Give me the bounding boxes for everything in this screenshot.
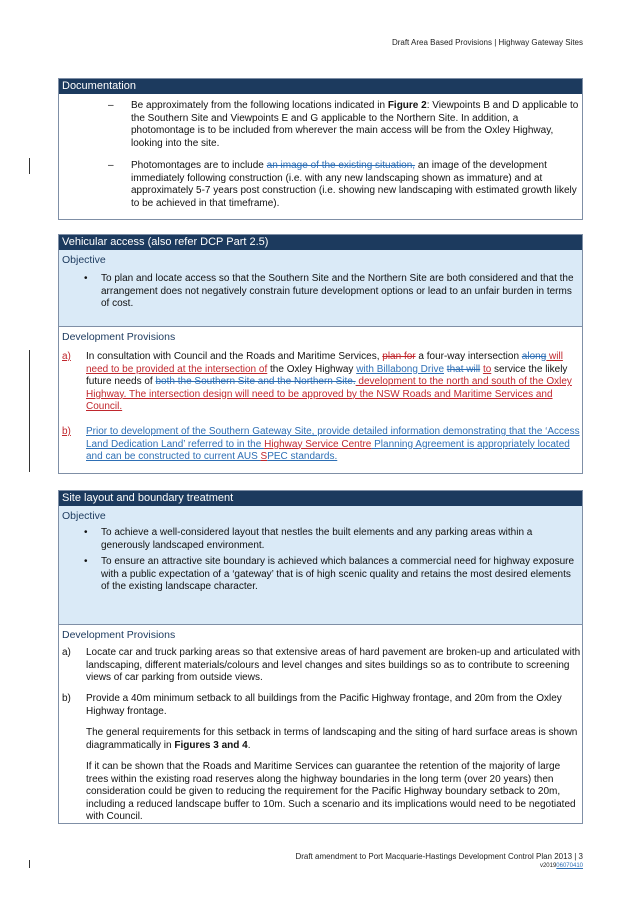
bullet-marker: • [84, 556, 88, 567]
vehicular-access-section [58, 234, 583, 474]
site-objective-boundary: To ensure an attractive site boundary is achieved which balances a commercial need for highway exposure with a public expectation of a ‘gateway’ that is of high scenic quality and retains the most desired elements of the existing landscape character. [101, 556, 575, 593]
provision-a-label: a) [62, 351, 71, 362]
provision-a-intersection: In consultation with Council and the Roads and Maritime Services, plan for a four-way intersection along will need to be provided at the intersection of the Oxley Highway with Billabong Drive that will to service the likely future needs of both the Southern Site and the Northern Site. development to the north and south of the Oxley Highway. The intersection design will need to be approved by the NSW Roads and Maritime Services and Council. [86, 351, 572, 413]
provision-a-label: a) [62, 647, 71, 658]
site-layout-title: Site layout and boundary treatment [59, 491, 582, 506]
bullet-marker: • [84, 527, 88, 538]
change-bar [29, 158, 30, 174]
documentation-item-photomontages: Photomontages are to include an image of the existing situation, an image of the development immediately following construction (i.e. with any new landscaping shown as immature) and at approximately 5-7 years post construction (i.e. showing new landscaping with estimated growth likely to be achieved in that timeframe). [131, 160, 577, 209]
objective-label: Objective [62, 254, 106, 266]
provision-a-parking: Locate car and truck parking areas so that extensive areas of hard pavement are broken-up and articulated with landscaping, different materials/colours and level changes and sites buildings so as to contribute to screening views of car parking from outside views. [86, 647, 581, 684]
documentation-title: Documentation [59, 79, 582, 94]
dash-marker: – [108, 160, 114, 171]
change-bar [29, 860, 30, 868]
development-provisions-label: Development Provisions [62, 629, 176, 641]
objective-label: Objective [62, 510, 106, 522]
provision-b-trees-note: If it can be shown that the Roads and Maritime Services can guarantee the retention of the majority of large trees within the existing road reserves along the highway boundaries in the long term (over 20 years) then consideration could be given to reducing the requirement for the Pacific Highway boundary setback to 20m, including a reduced landscape buffer to 10m. Such a scenario and its implications would need to be negotiated with Council. [86, 761, 576, 823]
site-objective-layout: To achieve a well-considered layout that nestles the built elements and any parking areas within a generously landscaped environment. [101, 527, 533, 551]
development-provisions-label: Development Provisions [62, 331, 176, 343]
deleted-text: an image of the existing situation, [266, 160, 416, 171]
provision-b-label: b) [62, 693, 71, 704]
provision-b-setback: Provide a 40m minimum setback to all buildings from the Pacific Highway frontage, and 20m from the Oxley Highway frontage. [86, 693, 562, 717]
documentation-item-viewpoints: Be approximately from the following locations indicated in Figure 2: Viewpoints B and D applicable to the Southern Site and Viewpoints E and G applicable to the Northern Site. In addition, a photomontage is to be included from wherever the main access will be from the Oxley Highway, looking into the site. [131, 100, 579, 149]
provision-b-label: b) [62, 426, 71, 437]
provision-b-figures-note: The general requirements for this setback in terms of landscaping and the siting of hard surface areas is shown diagrammatically in Figures 3 and 4. [86, 727, 578, 751]
change-bar [29, 350, 30, 472]
page-footer: Draft amendment to Port Macquarie-Hastings Development Control Plan 2013 | 3 [295, 852, 583, 861]
vehicular-access-title: Vehicular access (also refer DCP Part 2.5) [59, 235, 582, 250]
bullet-marker: • [84, 273, 88, 284]
provision-b-gateway: Prior to development of the Southern Gateway Site, provide detailed information demonstrating that the ‘Access Land Dedication Land’ referred to in the Highway Service Centre Planning Agreement is appropriately located and can be constructed to current AUS SPEC standards. [86, 426, 580, 463]
dash-marker: – [108, 100, 114, 111]
version-stamp: v201906070410 [539, 863, 583, 869]
vehicular-objective-text: To plan and locate access so that the Southern Site and the Northern Site are both considered and that the arrangement does not negatively constrain future development options or lead to an unfair burden in terms of cost. [101, 273, 574, 310]
page-header: Draft Area Based Provisions | Highway Gateway Sites [391, 38, 583, 47]
documentation-section [58, 78, 583, 220]
site-layout-section [58, 490, 583, 824]
